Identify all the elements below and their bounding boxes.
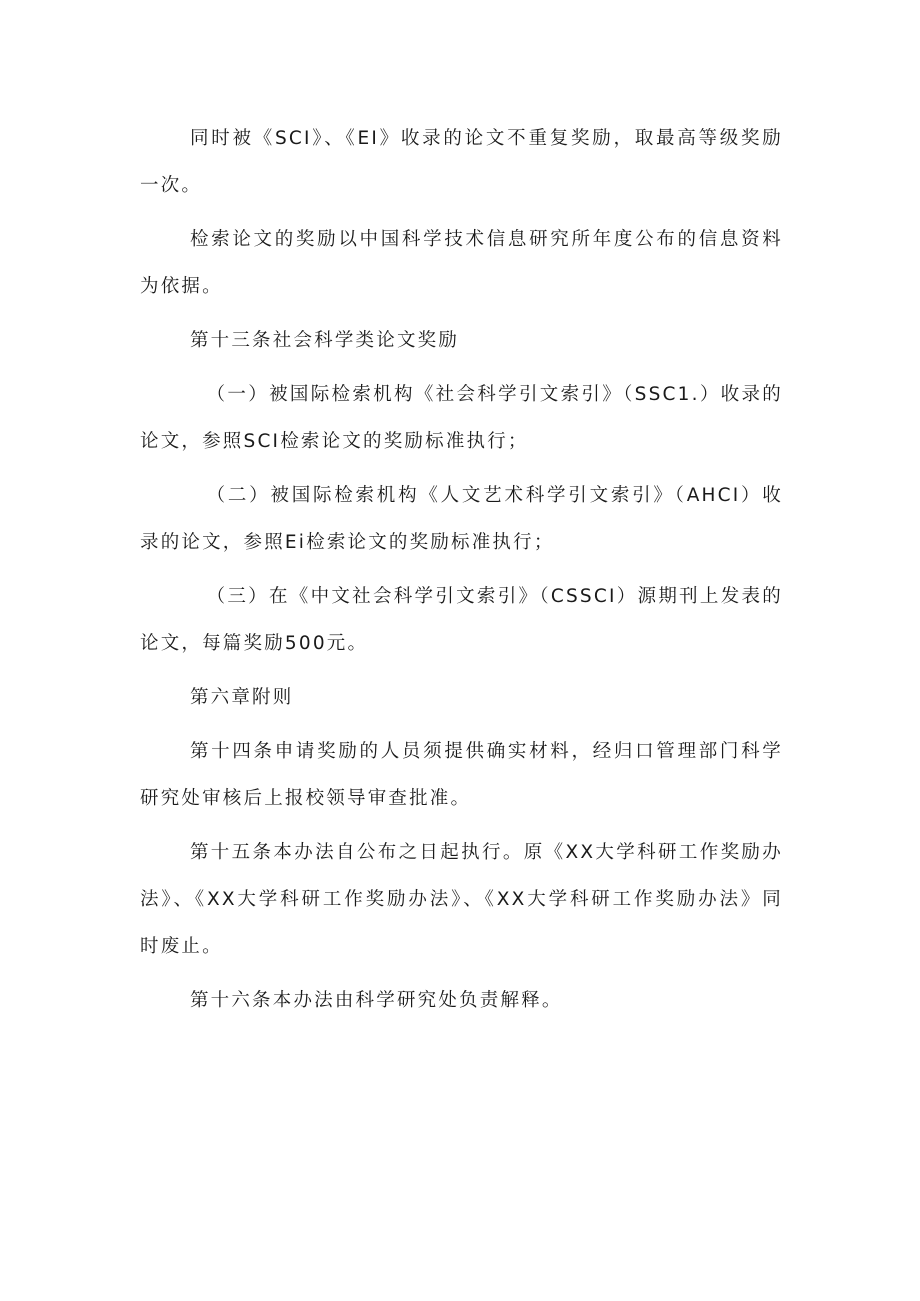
article-13-item-3: （三）在《中文社会科学引文索引》（CSSCI）源期刊上发表的论文，每篇奖励500元。: [140, 586, 783, 654]
article-13-item-1: （一）被国际检索机构《社会科学引文索引》（SSC1.）收录的论文，参照SCI检索论文的奖励标准执行；: [140, 384, 783, 452]
article-16: 第十六条本办法由科学研究处负责解释。: [189, 990, 563, 1011]
article-14: 第十四条申请奖励的人员须提供确实材料，经归口管理部门科学研究处审核后上报校领导审查批准。: [140, 741, 783, 809]
paragraph-award-basis: 检索论文的奖励以中国科学技术信息研究所年度公布的信息资料为依据。: [140, 229, 783, 297]
paragraph-duplicate-award-rule: 同时被《SCI》、《EI》收录的论文不重复奖励，取最高等级奖励一次。: [140, 128, 783, 196]
chapter-6-heading: 第六章附则: [189, 687, 294, 708]
article-13-heading: 第十三条社会科学类论文奖励: [189, 330, 460, 351]
article-15: 第十五条本办法自公布之日起执行。原《XX大学科研工作奖励办法》、《XX大学科研工作奖励办法》、《XX大学科研工作奖励办法》同时废止。: [140, 842, 783, 957]
document-body: [140, 115, 783, 1031]
article-13-item-2: （二）被国际检索机构《人文艺术科学引文索引》（AHCI）收录的论文，参照Ei检索论文的奖励标准执行；: [140, 485, 783, 553]
